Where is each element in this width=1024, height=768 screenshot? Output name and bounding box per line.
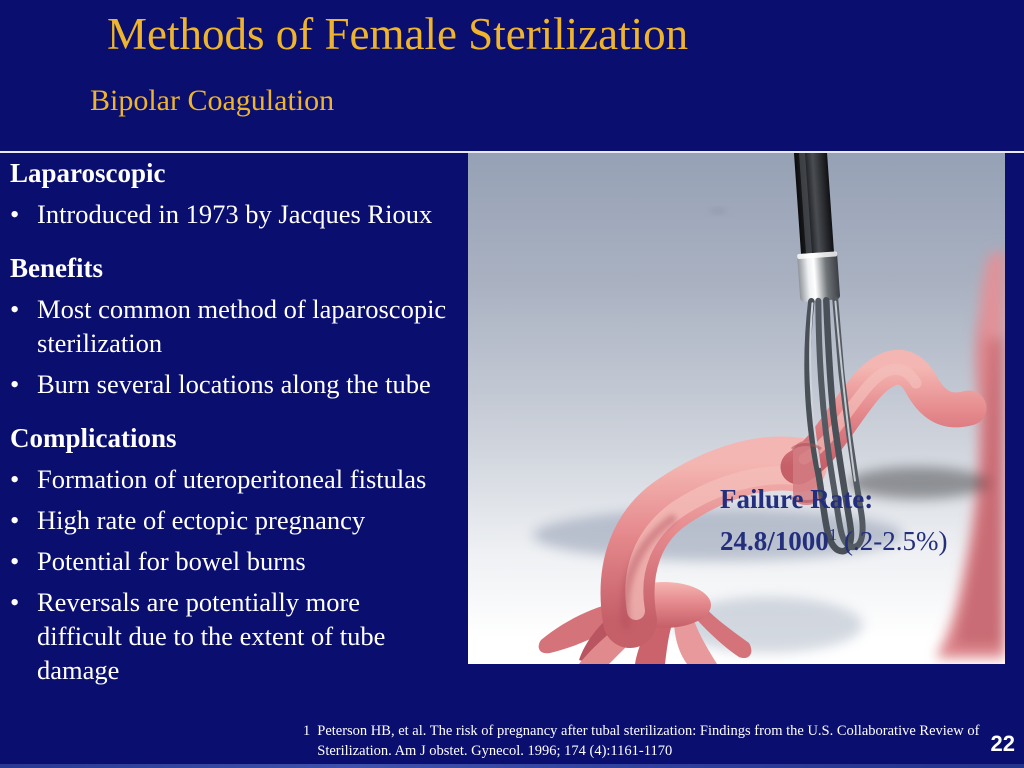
bullet-item bbox=[10, 544, 466, 578]
footnote-line1: Peterson HB, et al. The risk of pregnancy after tubal sterilization: Findings from the U.S. Collaborative Review of bbox=[317, 723, 980, 739]
metal-collar bbox=[797, 251, 840, 302]
bullet-item bbox=[10, 503, 466, 537]
bullet-list bbox=[10, 292, 466, 401]
slide-subtitle: Bipolar Coagulation bbox=[90, 84, 335, 117]
bullet-text: Formation of uteroperitoneal fistulas bbox=[37, 464, 427, 494]
failure-rate-callout bbox=[720, 482, 947, 559]
background-smudge bbox=[709, 208, 727, 214]
failure-rate-superscript: 1 bbox=[828, 525, 838, 544]
footnote-marker: 1 bbox=[303, 723, 311, 739]
citation-footnote bbox=[303, 722, 979, 761]
bullet-item bbox=[10, 292, 466, 360]
footnote-line2: Sterilization. Am J obstet. Gynecol. 1996; 174 (4):1161-1170 bbox=[317, 742, 673, 759]
section-heading: Laparoscopic bbox=[10, 158, 166, 188]
bottom-accent-strip bbox=[0, 764, 1024, 768]
bullet-item bbox=[10, 462, 466, 496]
section-laparoscopic bbox=[10, 157, 466, 231]
body-text-column bbox=[10, 157, 466, 687]
bullet-icon: • bbox=[10, 546, 20, 576]
footnote-text bbox=[317, 722, 979, 761]
bullet-text: Potential for bowel burns bbox=[37, 546, 306, 576]
bullet-icon: • bbox=[10, 294, 20, 324]
bullet-icon: • bbox=[10, 199, 20, 229]
bullet-text: Most common method of laparoscopic sterilization bbox=[37, 294, 447, 358]
section-heading: Benefits bbox=[10, 253, 103, 283]
bullet-text: Introduced in 1973 by Jacques Rioux bbox=[37, 199, 433, 229]
bullet-text: High rate of ectopic pregnancy bbox=[37, 505, 366, 535]
bullet-icon: • bbox=[10, 587, 20, 617]
medical-illustration bbox=[468, 153, 1005, 664]
section-benefits bbox=[10, 252, 466, 401]
bullet-text: Burn several locations along the tube bbox=[37, 369, 431, 399]
section-complications bbox=[10, 422, 466, 687]
failure-rate-range: (.2-2.5%) bbox=[837, 526, 948, 556]
bullet-item bbox=[10, 197, 466, 231]
bipolar-coagulation-figure bbox=[468, 153, 1005, 664]
bullet-item bbox=[10, 367, 466, 401]
bullet-icon: • bbox=[10, 464, 20, 494]
bullet-text: Reversals are potentially more difficult due to the extent of tube damage bbox=[37, 587, 386, 685]
bullet-icon: • bbox=[10, 505, 20, 535]
bullet-icon: • bbox=[10, 369, 20, 399]
bullet-list bbox=[10, 462, 466, 687]
failure-rate-label: Failure Rate: bbox=[720, 484, 874, 514]
slide-title: Methods of Female Sterilization bbox=[107, 9, 689, 59]
failure-rate-value: 24.8/1000 bbox=[720, 526, 829, 556]
bullet-list bbox=[10, 197, 466, 231]
bullet-item bbox=[10, 585, 466, 687]
section-heading: Complications bbox=[10, 423, 177, 453]
slide-page-number: 22 bbox=[990, 731, 1015, 756]
